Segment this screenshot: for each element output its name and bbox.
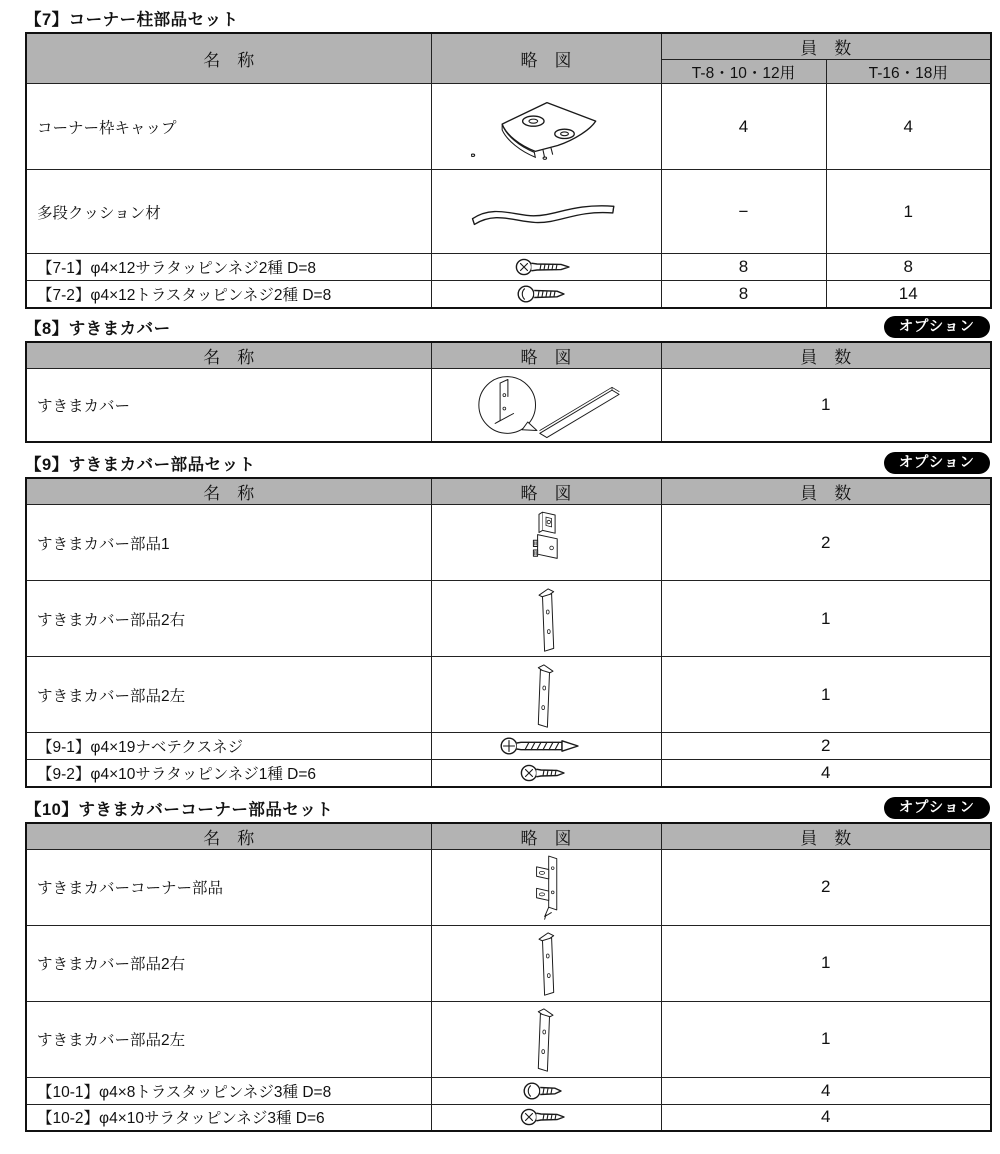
- part-name: 【7-2】φ4×12トラスタッピンネジ2種 D=8: [26, 281, 431, 308]
- part-qty: 1: [661, 368, 991, 442]
- col-header-qty: 員 数: [661, 33, 991, 60]
- col-header-name: 名 称: [26, 33, 431, 84]
- part-qty: 4: [826, 84, 991, 170]
- part-qty: 1: [826, 170, 991, 254]
- flat-head-tapping-screw-icon: [431, 254, 661, 281]
- option-badge: オプション: [884, 316, 990, 338]
- part-name: 【9-1】φ4×19ナベテクスネジ: [26, 733, 431, 760]
- part-qty: 2: [661, 505, 991, 581]
- part-qty: 1: [661, 925, 991, 1001]
- table-row: [26, 505, 991, 581]
- part-name: すきまカバー部品2右: [26, 925, 431, 1001]
- gap-cover-bracket-1-icon: [431, 505, 661, 581]
- col-header-sketch: 略 図: [431, 33, 661, 84]
- section-10-header: [25, 796, 990, 820]
- part-qty: 14: [826, 281, 991, 308]
- parts-table-10: [25, 822, 992, 1133]
- part-qty: −: [661, 170, 826, 254]
- table-row: [26, 849, 991, 925]
- truss-head-tapping-screw-icon: [431, 281, 661, 308]
- parts-table-8: [25, 341, 992, 444]
- col-header-sketch: 略 図: [431, 823, 661, 850]
- part-qty: 8: [661, 281, 826, 308]
- col-header-sketch: 略 図: [431, 342, 661, 369]
- pan-head-tek-screw-icon: [431, 733, 661, 760]
- table-row: [26, 581, 991, 657]
- section-7-title: 【7】コーナー柱部品セット: [25, 11, 239, 29]
- table-row: [26, 368, 991, 442]
- parts-table-7: [25, 32, 992, 309]
- col-header-qty-t16-18: T-16・18用: [826, 60, 991, 84]
- section-8-header: [25, 315, 990, 339]
- table-row: [26, 925, 991, 1001]
- part-name: 【10-1】φ4×8トラスタッピンネジ3種 D=8: [26, 1077, 431, 1104]
- flat-head-tapping-screw-short-icon: [431, 760, 661, 787]
- section-10-title: 【10】すきまカバーコーナー部品セット: [25, 800, 334, 819]
- gap-cover-plate-left-icon: [431, 657, 661, 733]
- part-qty: 1: [661, 657, 991, 733]
- table-row: [26, 760, 991, 787]
- multi-cushion-strip-icon: [431, 170, 661, 254]
- col-header-qty: 員 数: [661, 823, 991, 850]
- table-row: [26, 281, 991, 308]
- flat-head-tapping-screw-short-icon: [431, 1104, 661, 1131]
- table-row: [26, 1077, 991, 1104]
- col-header-name: 名 称: [26, 342, 431, 369]
- part-name: すきまカバー部品2左: [26, 657, 431, 733]
- gap-cover-plate-right-icon: [431, 581, 661, 657]
- gap-cover-plate-right-icon: [431, 925, 661, 1001]
- part-qty: 1: [661, 1001, 991, 1077]
- part-qty: 8: [661, 254, 826, 281]
- part-name: 【7-1】φ4×12サラタッピンネジ2種 D=8: [26, 254, 431, 281]
- col-header-name: 名 称: [26, 823, 431, 850]
- truss-head-tapping-screw-short-icon: [431, 1077, 661, 1104]
- option-badge: オプション: [884, 797, 990, 819]
- table-row: [26, 657, 991, 733]
- part-qty: 4: [661, 1077, 991, 1104]
- col-header-qty-t8-10-12: T-8・10・12用: [661, 60, 826, 84]
- section-9-header: [25, 451, 990, 475]
- col-header-qty: 員 数: [661, 342, 991, 369]
- table-row: [26, 733, 991, 760]
- part-name: すきまカバーコーナー部品: [26, 849, 431, 925]
- part-qty: 2: [661, 849, 991, 925]
- part-name: すきまカバー部品2右: [26, 581, 431, 657]
- part-name: すきまカバー部品2左: [26, 1001, 431, 1077]
- corner-frame-cap-icon: [431, 84, 661, 170]
- part-qty: 4: [661, 760, 991, 787]
- section-7-header: [25, 6, 990, 30]
- gap-cover-plate-left-icon: [431, 1001, 661, 1077]
- section-8-title: 【8】すきまカバー: [25, 319, 171, 338]
- col-header-name: 名 称: [26, 478, 431, 505]
- part-qty: 4: [661, 1104, 991, 1131]
- part-name: 多段クッション材: [26, 170, 431, 254]
- col-header-qty: 員 数: [661, 478, 991, 505]
- section-9-title: 【9】すきまカバー部品セット: [25, 456, 256, 474]
- part-name: 【9-2】φ4×10サラタッピンネジ1種 D=6: [26, 760, 431, 787]
- parts-table-9: [25, 477, 992, 788]
- part-name: 【10-2】φ4×10サラタッピンネジ3種 D=6: [26, 1104, 431, 1131]
- table-row: [26, 1001, 991, 1077]
- col-header-sketch: 略 図: [431, 478, 661, 505]
- table-row: [26, 170, 991, 254]
- part-qty: 2: [661, 733, 991, 760]
- table-row: [26, 254, 991, 281]
- part-name: すきまカバー部品1: [26, 505, 431, 581]
- part-qty: 4: [661, 84, 826, 170]
- option-badge: オプション: [884, 452, 990, 474]
- part-name: コーナー枠キャップ: [26, 84, 431, 170]
- part-qty: 8: [826, 254, 991, 281]
- table-row: [26, 84, 991, 170]
- part-name: すきまカバー: [26, 368, 431, 442]
- part-qty: 1: [661, 581, 991, 657]
- gap-cover-corner-bracket-icon: [431, 849, 661, 925]
- table-row: [26, 1104, 991, 1131]
- gap-cover-strip-with-callout-icon: [431, 368, 661, 442]
